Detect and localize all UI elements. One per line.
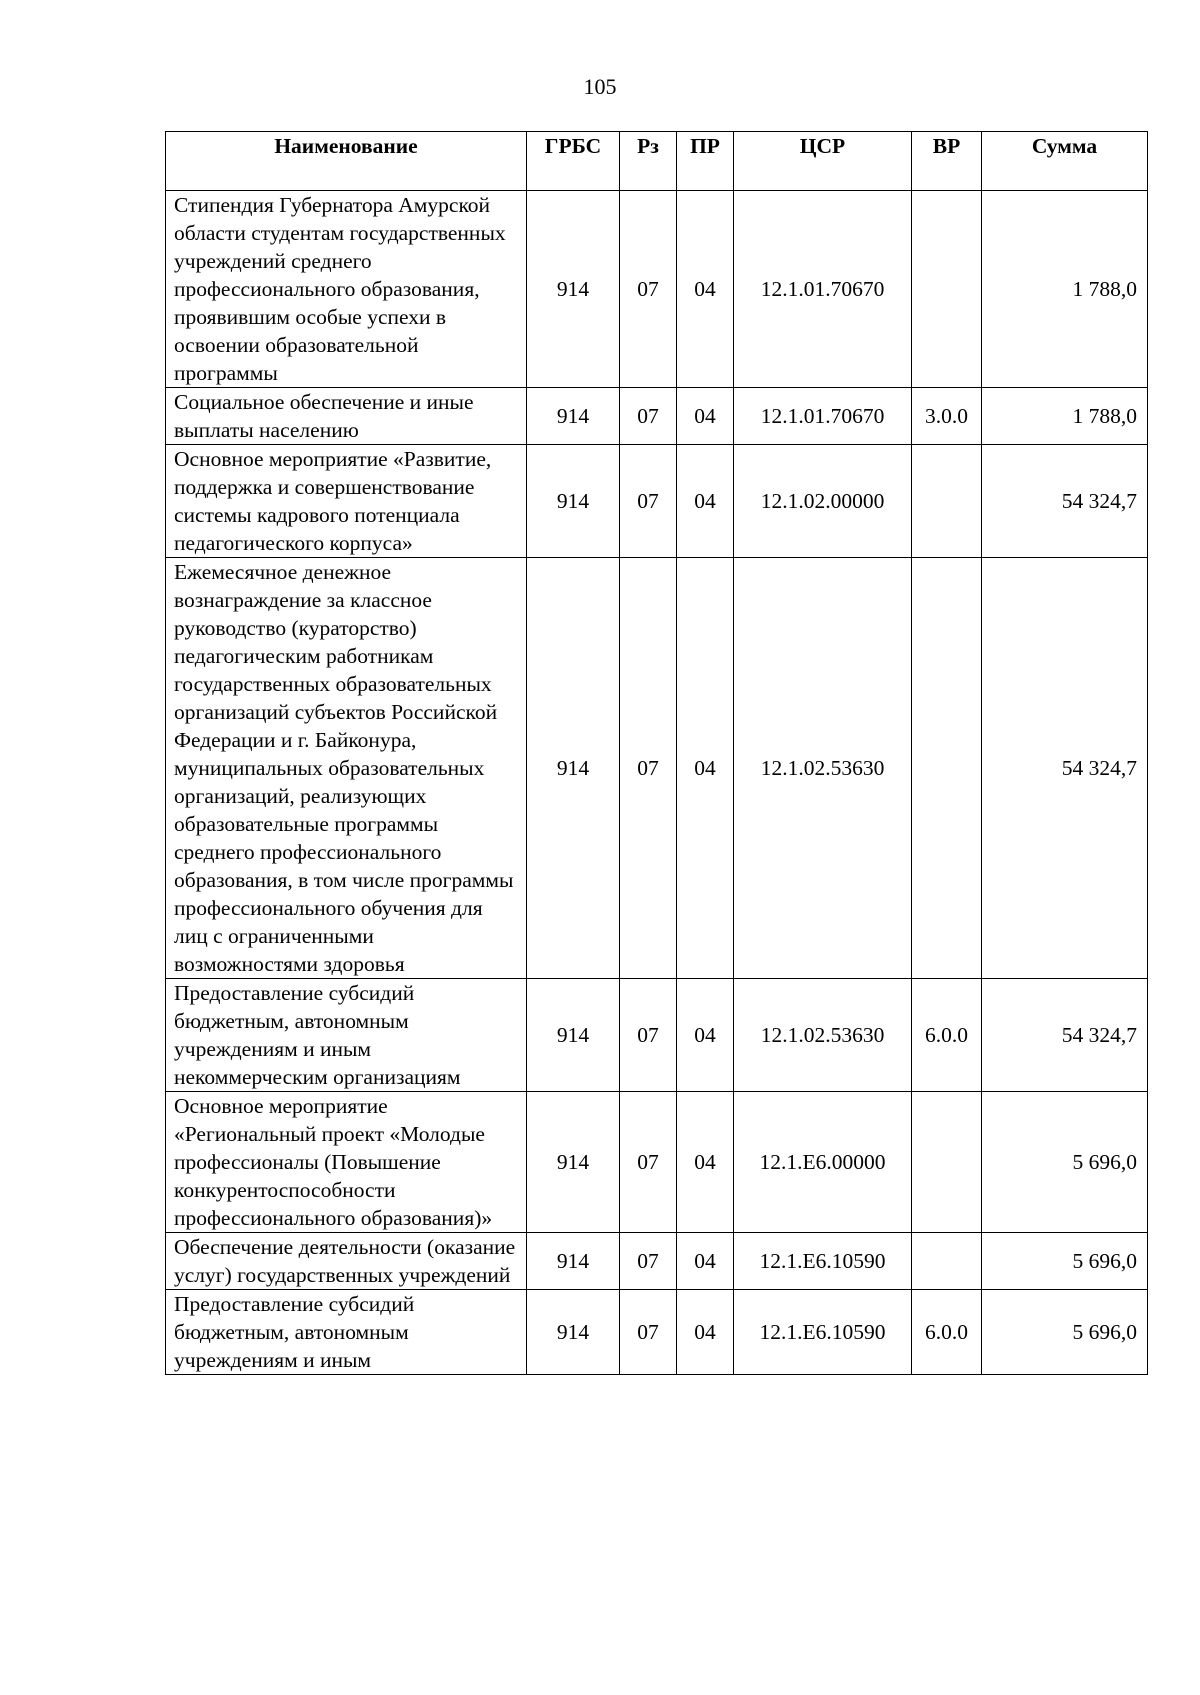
row-grbs: 914 — [527, 191, 620, 388]
row-grbs: 914 — [527, 388, 620, 445]
row-name: Основное мероприятие «Региональный проект «Молодые профессионалы (Повышение конкурентоспособности профессионального образования)» — [166, 1092, 527, 1233]
row-csr: 12.1.02.53630 — [734, 979, 912, 1092]
row-csr: 12.1.02.00000 — [734, 445, 912, 558]
row-vr — [912, 191, 982, 388]
header-pr: ПР — [677, 132, 734, 191]
row-csr: 12.1.01.70670 — [734, 191, 912, 388]
row-rz: 07 — [620, 1233, 677, 1290]
row-rz: 07 — [620, 191, 677, 388]
row-vr: 3.0.0 — [912, 388, 982, 445]
table-row — [166, 1092, 1148, 1233]
row-name: Обеспечение деятельности (оказание услуг) государственных учреждений — [166, 1233, 527, 1290]
row-vr — [912, 558, 982, 979]
page-number: 105 — [583, 74, 617, 99]
header-rz: Рз — [620, 132, 677, 191]
row-sum: 5 696,0 — [982, 1092, 1148, 1233]
row-rz: 07 — [620, 445, 677, 558]
row-pr: 04 — [677, 979, 734, 1092]
table-row — [166, 388, 1148, 445]
row-grbs: 914 — [527, 558, 620, 979]
header-csr: ЦСР — [734, 132, 912, 191]
row-grbs: 914 — [527, 1290, 620, 1375]
row-name: Предоставление субсидий бюджетным, автономным учреждениям и иным — [166, 1290, 527, 1375]
row-grbs: 914 — [527, 979, 620, 1092]
row-vr — [912, 1233, 982, 1290]
row-csr: 12.1.01.70670 — [734, 388, 912, 445]
row-rz: 07 — [620, 1290, 677, 1375]
row-sum: 54 324,7 — [982, 558, 1148, 979]
row-csr: 12.1.Е6.10590 — [734, 1233, 912, 1290]
row-sum: 5 696,0 — [982, 1290, 1148, 1375]
row-vr: 6.0.0 — [912, 979, 982, 1092]
row-pr: 04 — [677, 388, 734, 445]
row-sum: 1 788,0 — [982, 191, 1148, 388]
row-name: Стипендия Губернатора Амурской области студентам государственных учреждений среднего профессионального образования, проявившим особые успехи в освоении образовательной программы — [166, 191, 527, 388]
table-header-row — [166, 132, 1148, 191]
row-name: Предоставление субсидий бюджетным, автономным учреждениям и иным некоммерческим организациям — [166, 979, 527, 1092]
row-pr: 04 — [677, 1092, 734, 1233]
row-pr: 04 — [677, 191, 734, 388]
row-rz: 07 — [620, 979, 677, 1092]
row-rz: 07 — [620, 558, 677, 979]
row-csr: 12.1.Е6.10590 — [734, 1290, 912, 1375]
table-row — [166, 979, 1148, 1092]
row-grbs: 914 — [527, 1092, 620, 1233]
header-vr: ВР — [912, 132, 982, 191]
table-row — [166, 191, 1148, 388]
row-pr: 04 — [677, 558, 734, 979]
row-sum: 54 324,7 — [982, 979, 1148, 1092]
table-row — [166, 1290, 1148, 1375]
row-pr: 04 — [677, 445, 734, 558]
row-name: Социальное обеспечение и иные выплаты населению — [166, 388, 527, 445]
row-name: Основное мероприятие «Развитие, поддержка и совершенствование системы кадрового потенциала педагогического корпуса» — [166, 445, 527, 558]
header-sum: Сумма — [982, 132, 1148, 191]
row-sum: 54 324,7 — [982, 445, 1148, 558]
table-row — [166, 558, 1148, 979]
header-name: Наименование — [166, 132, 527, 191]
row-vr — [912, 445, 982, 558]
row-sum: 5 696,0 — [982, 1233, 1148, 1290]
header-grbs: ГРБС — [527, 132, 620, 191]
budget-table — [165, 131, 1148, 1375]
row-sum: 1 788,0 — [982, 388, 1148, 445]
table-row — [166, 445, 1148, 558]
row-pr: 04 — [677, 1233, 734, 1290]
row-grbs: 914 — [527, 445, 620, 558]
row-rz: 07 — [620, 388, 677, 445]
row-vr: 6.0.0 — [912, 1290, 982, 1375]
row-grbs: 914 — [527, 1233, 620, 1290]
row-vr — [912, 1092, 982, 1233]
row-csr: 12.1.Е6.00000 — [734, 1092, 912, 1233]
table-row — [166, 1233, 1148, 1290]
row-name: Ежемесячное денежное вознаграждение за классное руководство (кураторство) педагогическим работникам государственных образовательных организаций субъектов Российской Федерации и г. Байконура, муниципальных образовательных организаций, реализующих образовательные программы среднего профессионального образования, в том числе программы профессионального обучения для лиц с ограниченными возможностями здоровья — [166, 558, 527, 979]
row-rz: 07 — [620, 1092, 677, 1233]
row-csr: 12.1.02.53630 — [734, 558, 912, 979]
row-pr: 04 — [677, 1290, 734, 1375]
